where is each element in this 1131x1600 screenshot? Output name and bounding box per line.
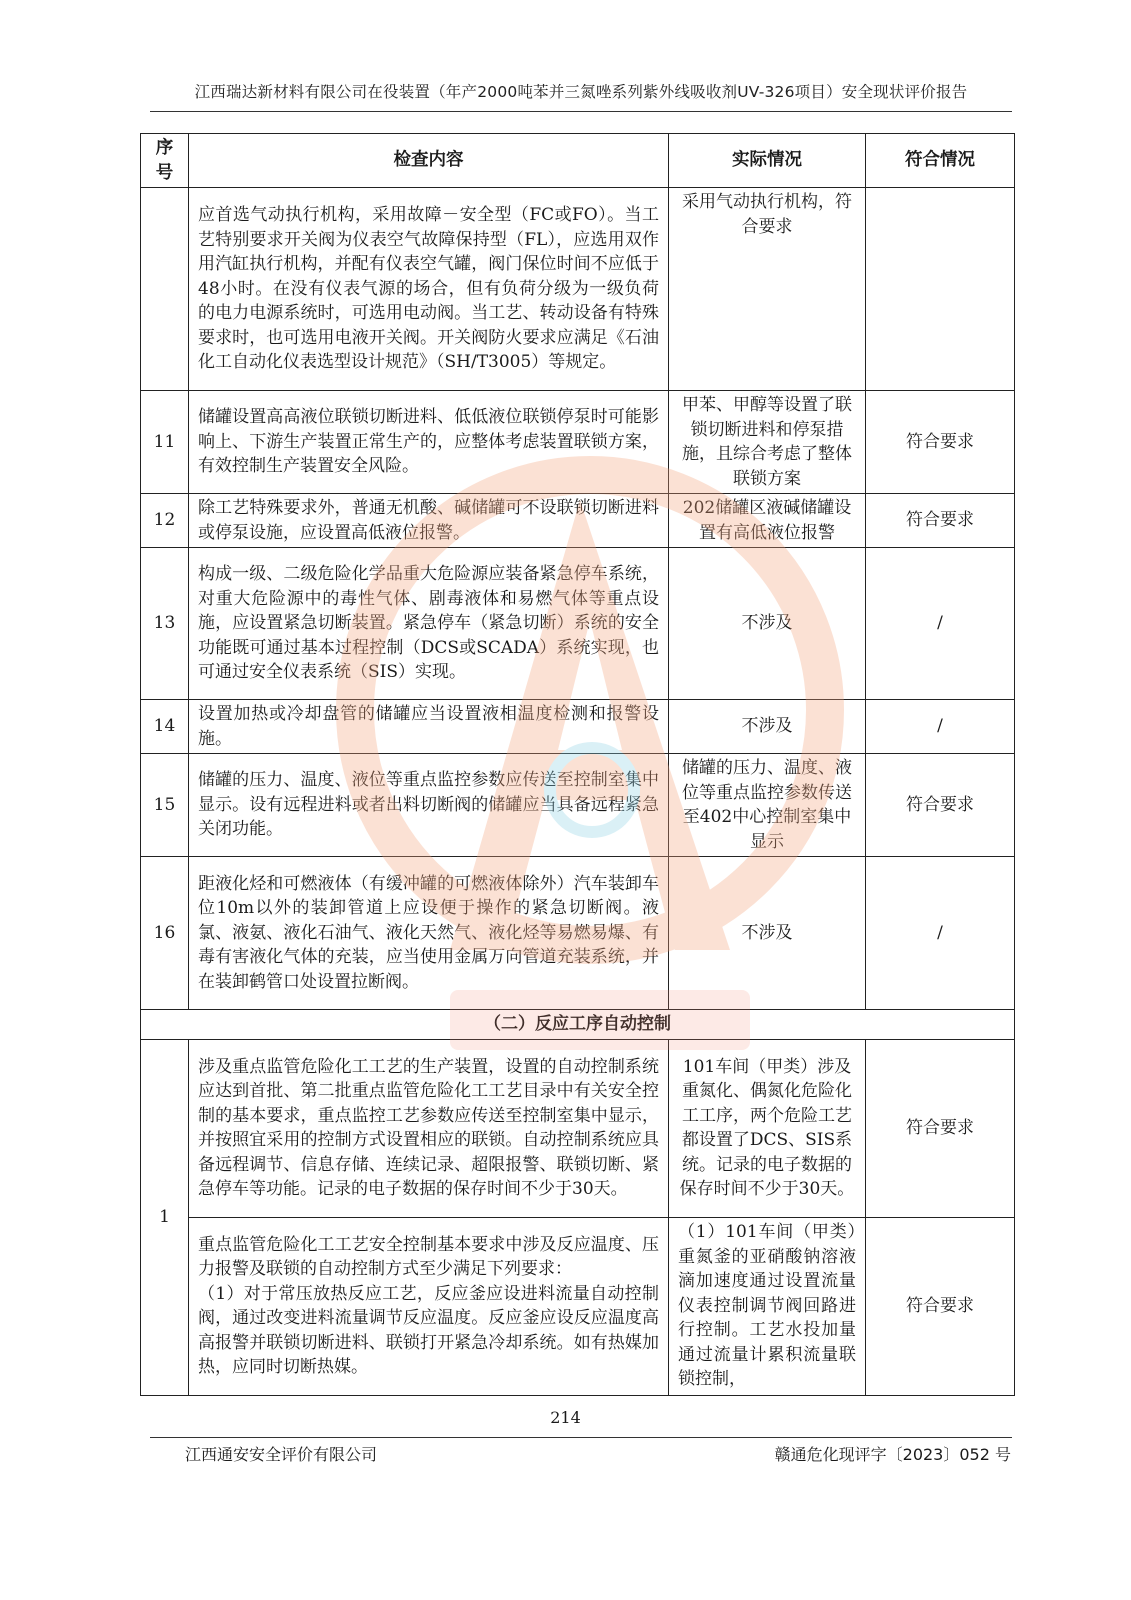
inspection-table — [140, 133, 1015, 1396]
row-actual: 不涉及 — [669, 700, 866, 754]
row-num: 1 — [141, 1039, 189, 1395]
column-header-content: 检查内容 — [189, 134, 669, 188]
table-row — [141, 700, 1015, 754]
row-content: 距液化烃和可燃液体（有缓冲罐的可燃液体除外）汽车装卸车位10m以外的装卸管道上应设便于操作的紧急切断阀。液氯、液氨、液化石油气、液化天然气、液化烃等易燃易爆、有毒有害液化气体的充装，应当使用金属万向管道充装系统，并在装卸鹤管口处设置拉断阀。 — [189, 857, 669, 1010]
row-result: 符合要求 — [866, 494, 1015, 548]
row-content: 应首选气动执行机构，采用故障－安全型（FC或FO）。当工艺特别要求开关阀为仪表空气故障保持型（FL），应选用双作用汽缸执行机构，并配有仪表空气罐，阀门保位时间不应低于48小时。在没有仪表气源的场合，但有负荷分级为一级负荷的电力电源系统时，可选用电动阀。当工艺、转动设备有特殊要求时，也可选用电液开关阀。开关阀防火要求应满足《石油化工自动化仪表选型设计规范》（SH/T3005）等规定。 — [189, 188, 669, 391]
row-num: 13 — [141, 548, 189, 700]
row-result: 符合要求 — [866, 754, 1015, 857]
row-content — [189, 1217, 669, 1395]
footer-company: 江西通安安全评价有限公司 — [185, 1445, 378, 1464]
row-num: 11 — [141, 391, 189, 494]
row-num — [141, 188, 189, 391]
table-row — [141, 1039, 1015, 1217]
section-title: （二）反应工序自动控制 — [141, 1010, 1015, 1040]
footer-report-code: 赣通危化现评字〔2023〕052 号 — [774, 1445, 1011, 1464]
row-result: 符合要求 — [866, 1039, 1015, 1217]
row-num: 15 — [141, 754, 189, 857]
header-divider — [150, 111, 1012, 112]
row-actual: 采用气动执行机构，符合要求 — [669, 188, 866, 391]
row-content: 储罐设置高高液位联锁切断进料、低低液位联锁停泵时可能影响上、下游生产装置正常生产的，应整体考虑装置联锁方案，有效控制生产装置安全风险。 — [189, 391, 669, 494]
table-row-continuation — [141, 188, 1015, 391]
row-content: 设置加热或冷却盘管的储罐应当设置液相温度检测和报警设施。 — [189, 700, 669, 754]
row-content: 构成一级、二级危险化学品重大危险源应装备紧急停车系统，对重大危险源中的毒性气体、剧毒液体和易燃气体等重点设施，应设置紧急切断装置。紧急停车（紧急切断）系统的安全功能既可通过基本过程控制（DCS或SCADA）系统实现，也可通过安全仪表系统（SIS）实现。 — [189, 548, 669, 700]
row-actual: 不涉及 — [669, 548, 866, 700]
table-row — [141, 391, 1015, 494]
page-header: 江西瑞达新材料有限公司在役装置（年产2000吨苯并三氮唑系列紫外线吸收剂UV-326项目）安全现状评价报告 — [194, 83, 968, 101]
row-actual: 202储罐区液碱储罐设置有高低液位报警 — [669, 494, 866, 548]
column-header-result: 符合情况 — [866, 134, 1015, 188]
table-header-row — [141, 134, 1015, 188]
content-intro: 重点监管危险化工工艺安全控制基本要求中涉及反应温度、压力报警及联锁的自动控制方式至少满足下列要求： — [198, 1234, 659, 1279]
table-row — [141, 754, 1015, 857]
row-result: 符合要求 — [866, 1217, 1015, 1395]
row-num: 16 — [141, 857, 189, 1010]
row-actual: 101车间（甲类）涉及重氮化、偶氮化危险化工工序，两个危险工艺都设置了DCS、SIS系统。记录的电子数据的保存时间不少于30天。 — [669, 1039, 866, 1217]
row-content: 储罐的压力、温度、液位等重点监控参数应传送至控制室集中显示。设有远程进料或者出料切断阀的储罐应当具备远程紧急关闭功能。 — [189, 754, 669, 857]
column-header-num: 序号 — [141, 134, 189, 188]
table-row — [141, 494, 1015, 548]
row-result: / — [866, 548, 1015, 700]
column-header-actual: 实际情况 — [669, 134, 866, 188]
row-result: / — [866, 700, 1015, 754]
page-number: 214 — [550, 1408, 581, 1427]
footer-divider — [150, 1437, 1012, 1438]
row-actual: 甲苯、甲醇等设置了联锁切断进料和停泵措施，且综合考虑了整体联锁方案 — [669, 391, 866, 494]
row-actual: 储罐的压力、温度、液位等重点监控参数传送至402中心控制室集中显示 — [669, 754, 866, 857]
row-result: / — [866, 857, 1015, 1010]
row-content: 涉及重点监管危险化工工艺的生产装置，设置的自动控制系统应达到首批、第二批重点监管危险化工工艺目录中有关安全控制的基本要求，重点监控工艺参数应传送至控制室集中显示，并按照宜采用的控制方式设置相应的联锁。自动控制系统应具备远程调节、信息存储、连续记录、超限报警、联锁切断、紧急停车等功能。记录的电子数据的保存时间不少于30天。 — [189, 1039, 669, 1217]
row-num: 12 — [141, 494, 189, 548]
table-row — [141, 1217, 1015, 1395]
row-content: 除工艺特殊要求外，普通无机酸、碱储罐可不设联锁切断进料或停泵设施，应设置高低液位报警。 — [189, 494, 669, 548]
table-row — [141, 548, 1015, 700]
content-item: （1）对于常压放热反应工艺，反应釜应设进料流量自动控制阀，通过改变进料流量调节反应温度。反应釜应设反应温度高高报警并联锁切断进料、联锁打开紧急冷却系统。如有热媒加热，应同时切断热媒。 — [198, 1283, 659, 1377]
row-num: 14 — [141, 700, 189, 754]
row-actual: （1）101车间（甲类）重氮釜的亚硝酸钠溶液滴加速度通过设置流量仪表控制调节阀回路进行控制。工艺水投加量通过流量计累积流量联锁控制， — [669, 1217, 866, 1395]
section-row — [141, 1010, 1015, 1040]
row-result: 符合要求 — [866, 391, 1015, 494]
table-row — [141, 857, 1015, 1010]
row-actual: 不涉及 — [669, 857, 866, 1010]
row-result — [866, 188, 1015, 391]
